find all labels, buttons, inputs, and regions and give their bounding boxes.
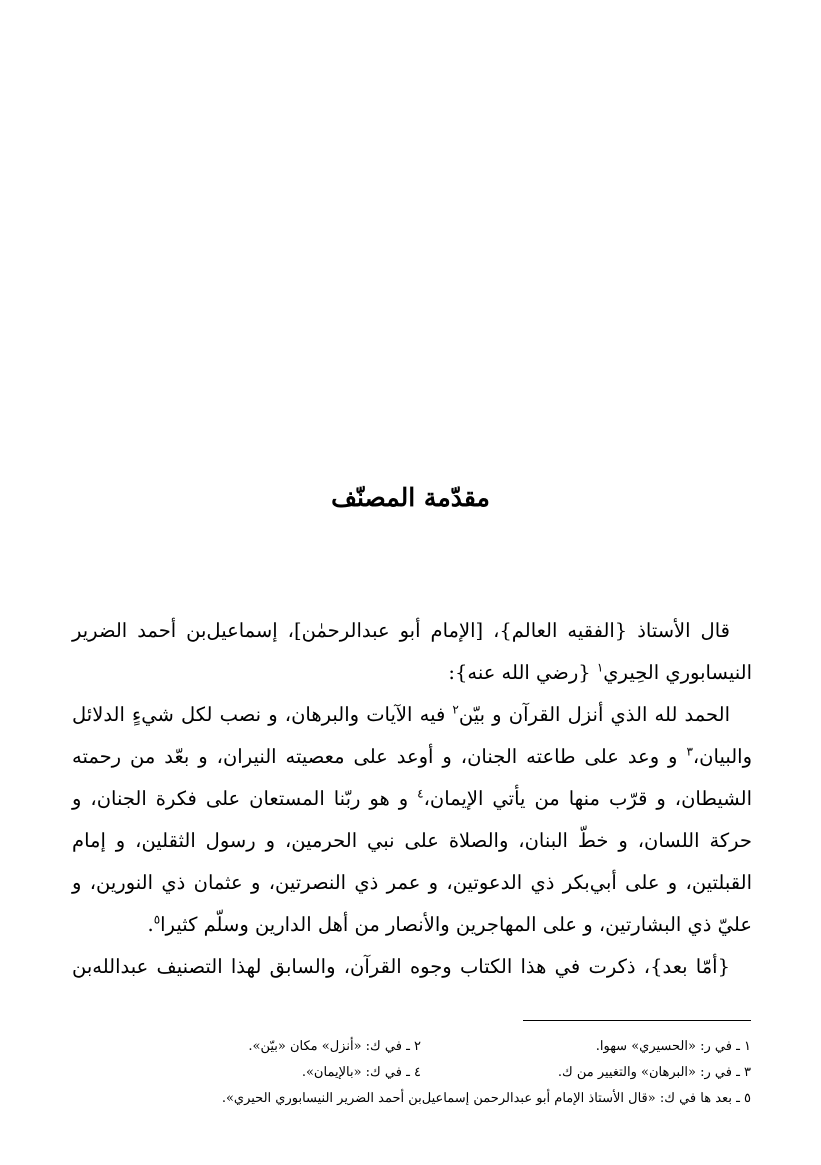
paragraph-amma-bad <box>72 946 752 988</box>
chapter-title: مقدّمة المصنّف <box>331 483 490 512</box>
footnote-ref-5[interactable]: ٥ <box>153 912 161 927</box>
footnote-ref-2[interactable]: ٢ <box>452 702 459 717</box>
footnote-row <box>69 1060 751 1086</box>
blessing-text: {رضي الله عنه}: <box>448 661 597 684</box>
main-text <box>72 610 752 988</box>
paragraph-opening <box>72 610 752 652</box>
footnote-4: ٤ ـ في ك: «بالإيمان». <box>301 1065 421 1080</box>
footnote-number: ٥ <box>744 1091 751 1106</box>
footnote-text: في ك: «بالإيمان». <box>301 1065 402 1080</box>
paragraph-praise <box>72 694 752 946</box>
footnote-text: في ر: «البرهان» والتغيير من ك. <box>557 1065 732 1080</box>
praise-text-e: . <box>147 913 154 936</box>
footnote-number: ١ <box>744 1039 751 1054</box>
praise-text-a: الحمد لله الذي أنزل القرآن و بيّن <box>458 703 730 726</box>
footnote-separator <box>523 1020 751 1021</box>
footnote-text: بعد ها في ك: «قال الأستاذ الإمام أبو عبدالرحمن إسماعيل‌بن أحمد الضرير النيسابوري الحيري». <box>221 1091 732 1106</box>
footnote-text: في ك: «أنزل» مكان «بيّن». <box>248 1039 402 1054</box>
opening-line-1: قال الأستاذ {الفقيه العالم}، [الإمام أبو عبدالرحمٰن]، إسماعيل‌بن أحمد الضرير <box>72 619 730 642</box>
footnote-ref-3[interactable]: ٣ <box>686 744 693 759</box>
footnote-ref-4[interactable]: ٤ <box>417 786 424 801</box>
footnote-ref-1[interactable]: ١ <box>596 660 604 675</box>
footnote-number: ٣ <box>744 1065 751 1080</box>
footnote-2: ٢ ـ في ك: «أنزل» مكان «بيّن». <box>248 1039 421 1054</box>
footnote-3: ٣ ـ في ر: «البرهان» والتغيير من ك. <box>557 1065 751 1080</box>
footnotes <box>69 1034 751 1112</box>
footnote-text: في ر: «الحسيري» سهوا. <box>595 1039 732 1054</box>
paragraph-opening-continued <box>72 652 752 694</box>
praise-text-b: فيه الآيات والبرهان، و نصب لكل شيءٍ الدلائل والبيان، <box>72 703 752 768</box>
footnote-row <box>69 1034 751 1060</box>
footnote-number: ٤ <box>414 1065 421 1080</box>
praise-text-d: و هو ربّنا المستعان على فكرة الجنان، و حركة اللسان، و خطّ البنان، والصلاة على نبي الحرمين، و رسول الثقلين، و إمام القبلتين، و على أبي‌بكر ذي الدعوتين، و عمر ذي النصرتين، و عثمان ذي النورين، و عليّ ذي البشارتين، و على المهاجرين والأنصار من أهل الدارين وسلّم كثيرا <box>72 787 752 936</box>
footnote-1: ١ ـ في ر: «الحسيري» سهوا. <box>595 1039 751 1054</box>
amma-bad-text: {أمّا بعد}، ذكرت في هذا الكتاب وجوه القرآن، والسابق لهذا التصنيف عبدالله‌بن <box>72 955 730 978</box>
footnote-5: ٥ ـ بعد ها في ك: «قال الأستاذ الإمام أبو عبدالرحمن إسماعيل‌بن أحمد الضرير النيسابوري الحيري». <box>221 1091 751 1106</box>
author-nisba: النيسابوري الحِيري <box>603 661 752 684</box>
praise-text-c: و وعد على طاعته الجنان، و أوعد على معصيته النيران، و بعّد من رحمته الشيطان، و قرّب منها من يأتي الإيمان، <box>72 745 753 810</box>
footnote-number: ٢ <box>414 1039 421 1054</box>
